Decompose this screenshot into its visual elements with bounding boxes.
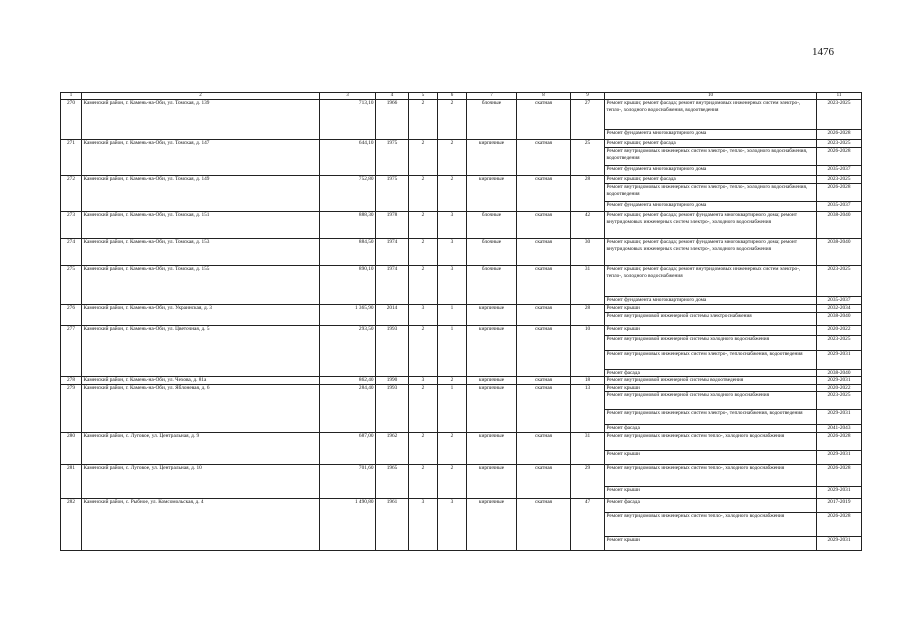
area-cell: 713,10: [320, 100, 376, 140]
address-cell: Каменский район, г. Камень-на-Оби, ул. Украинская, д. 3: [82, 304, 320, 325]
roof-type-cell: скатная: [517, 464, 571, 498]
work-period-cell: 2023-2025: [817, 100, 862, 130]
entrances-cell: 3: [438, 498, 467, 550]
work-description-cell: Ремонт крыши: [605, 304, 817, 312]
wall-material-cell: кирпичные: [467, 176, 517, 212]
units-cell: 42: [571, 212, 605, 239]
work-period-cell: 2026-2028: [817, 130, 862, 140]
wall-material-cell: кирпичные: [467, 384, 517, 432]
column-header-4: 4: [376, 93, 409, 100]
table-row: [61, 140, 862, 148]
wall-material-cell: кирпичные: [467, 325, 517, 377]
work-description-cell: Ремонт крыши; ремонт фасада: [605, 140, 817, 148]
work-description-cell: Ремонт крыши; ремонт фасада; ремонт фундамента многоквартирного дома; ремонт внутридомовых инженерных систем электро-, холодного водоснабжения: [605, 239, 817, 266]
number-cell: 276: [61, 304, 82, 325]
page-number: 1476: [812, 46, 834, 58]
address-cell: Каменский район, г. Камень-на-Оби, ул. Томская, д. 151: [82, 212, 320, 239]
units-cell: 18: [571, 377, 605, 385]
work-period-cell: 2032-2034: [817, 304, 862, 312]
year-cell: 1975: [376, 176, 409, 212]
work-description-cell: Ремонт крыши; ремонт фасада; ремонт внутридомовых инженерных систем электро-, тепло-, холодного водоснабжения: [605, 266, 817, 297]
units-cell: 31: [571, 432, 605, 464]
units-cell: 31: [571, 266, 605, 305]
entrances-cell: 2: [438, 432, 467, 464]
area-cell: 884,50: [320, 239, 376, 266]
entrances-cell: 2: [438, 377, 467, 385]
work-period-cell: 2023-2025: [817, 335, 862, 350]
roof-type-cell: скатная: [517, 176, 571, 212]
wall-material-cell: блочные: [467, 266, 517, 305]
wall-material-cell: блочные: [467, 239, 517, 266]
area-cell: 888,30: [320, 212, 376, 239]
roof-type-cell: скатная: [517, 304, 571, 325]
work-description-cell: Ремонт фундамента многоквартирного дома: [605, 166, 817, 176]
units-cell: 29: [571, 464, 605, 498]
work-period-cell: 2023-2025: [817, 176, 862, 184]
area-cell: 293,50: [320, 325, 376, 377]
table-row: [61, 304, 862, 312]
roof-type-cell: скатная: [517, 212, 571, 239]
work-description-cell: Ремонт внутридомовых инженерных систем тепло-, холодного водоснабжения: [605, 432, 817, 450]
address-cell: Каменский район, г. Камень-на-Оби, ул. Томская, д. 139: [82, 100, 320, 140]
roof-type-cell: скатная: [517, 377, 571, 385]
address-cell: Каменский район, г. Камень-на-Оби, ул. Чехова, д. 81а: [82, 377, 320, 385]
work-period-cell: 2026-2028: [817, 184, 862, 202]
number-cell: 282: [61, 498, 82, 550]
floors-cell: 2: [409, 464, 438, 498]
number-cell: 279: [61, 384, 82, 432]
table-row: [61, 212, 862, 239]
work-description-cell: Ремонт внутридомовой инженерной системы холодного водоснабжения: [605, 392, 817, 410]
floors-cell: 2: [409, 239, 438, 266]
work-period-cell: 2035-2037: [817, 202, 862, 212]
year-cell: 1974: [376, 239, 409, 266]
table-row: [61, 384, 862, 392]
roof-type-cell: скатная: [517, 498, 571, 550]
work-period-cell: 2029-2031: [817, 350, 862, 369]
floors-cell: 2: [409, 100, 438, 140]
wall-material-cell: блочные: [467, 212, 517, 239]
address-cell: Каменский район, с. Луговое, ул. Центральная, д. 10: [82, 464, 320, 498]
year-cell: 1990: [376, 377, 409, 385]
wall-material-cell: кирпичные: [467, 464, 517, 498]
year-cell: 1978: [376, 212, 409, 239]
column-header-11: 11: [817, 93, 862, 100]
address-cell: Каменский район, г. Камень-на-Оби, ул. Томская, д. 147: [82, 140, 320, 176]
work-description-cell: Ремонт внутридомовых инженерных систем электро-, тепло-, холодного водоснабжения, водоотведения: [605, 148, 817, 166]
register-table: [60, 92, 862, 551]
units-cell: 25: [571, 140, 605, 176]
roof-type-cell: скатная: [517, 432, 571, 464]
work-description-cell: Ремонт фундамента многоквартирного дома: [605, 202, 817, 212]
entrances-cell: 2: [438, 464, 467, 498]
wall-material-cell: кирпичные: [467, 432, 517, 464]
work-description-cell: Ремонт крыши; ремонт фасада; ремонт внутридомовых инженерных систем электро-, тепло-, холодного водоснабжения, водоотведения: [605, 100, 817, 130]
column-header-5: 5: [409, 93, 438, 100]
table-row: [61, 239, 862, 266]
number-cell: 273: [61, 212, 82, 239]
units-cell: 30: [571, 239, 605, 266]
floors-cell: 2: [409, 212, 438, 239]
number-cell: 280: [61, 432, 82, 464]
work-period-cell: 2029-2031: [817, 486, 862, 498]
work-period-cell: 2035-2037: [817, 166, 862, 176]
address-cell: Каменский район, г. Камень-на-Оби, ул. Томская, д. 153: [82, 239, 320, 266]
address-cell: Каменский район, г. Камень-на-Оби, ул. Яблоневая, д. 6: [82, 384, 320, 432]
wall-material-cell: кирпичные: [467, 377, 517, 385]
work-description-cell: Ремонт крыши; ремонт фасада; ремонт фундамента многоквартирного дома; ремонт внутридомовых инженерных систем электро-, холодного водоснабжения: [605, 212, 817, 239]
area-cell: 701,60: [320, 464, 376, 498]
work-period-cell: 2026-2028: [817, 432, 862, 450]
units-cell: 47: [571, 498, 605, 550]
work-period-cell: 2023-2025: [817, 140, 862, 148]
work-description-cell: Ремонт фасада: [605, 498, 817, 512]
units-cell: 10: [571, 325, 605, 377]
year-cell: 1962: [376, 432, 409, 464]
work-description-cell: Ремонт крыши: [605, 486, 817, 498]
roof-type-cell: скатная: [517, 239, 571, 266]
floors-cell: 2: [409, 325, 438, 377]
year-cell: 1993: [376, 384, 409, 432]
work-period-cell: 2038-2040: [817, 369, 862, 377]
column-header-3: 3: [320, 93, 376, 100]
work-period-cell: 2029-2031: [817, 450, 862, 464]
wall-material-cell: кирпичные: [467, 498, 517, 550]
address-cell: Каменский район, г. Камень-на-Оби, ул. Цветочная, д. 5: [82, 325, 320, 377]
number-cell: 278: [61, 377, 82, 385]
entrances-cell: 3: [438, 212, 467, 239]
floors-cell: 3: [409, 498, 438, 550]
work-period-cell: 2029-2031: [817, 410, 862, 425]
work-period-cell: 2029-2031: [817, 377, 862, 385]
number-cell: 277: [61, 325, 82, 377]
work-description-cell: Ремонт внутридомовых инженерных систем электро-, теплоснабжения, водоотведения: [605, 410, 817, 425]
year-cell: 1974: [376, 266, 409, 305]
work-period-cell: 2017-2019: [817, 498, 862, 512]
area-cell: 644,10: [320, 140, 376, 176]
units-cell: 13: [571, 384, 605, 432]
roof-type-cell: скатная: [517, 100, 571, 140]
entrances-cell: 1: [438, 304, 467, 325]
work-description-cell: Ремонт крыши: [605, 325, 817, 335]
area-cell: 752,80: [320, 176, 376, 212]
work-description-cell: Ремонт внутридомовых инженерных систем тепло-, холодного водоснабжения: [605, 464, 817, 486]
header-row: [61, 93, 862, 100]
entrances-cell: 3: [438, 239, 467, 266]
entrances-cell: 1: [438, 325, 467, 377]
column-header-8: 8: [517, 93, 571, 100]
units-cell: 28: [571, 176, 605, 212]
work-description-cell: Ремонт крыши; ремонт фасада: [605, 176, 817, 184]
entrances-cell: 1: [438, 384, 467, 432]
work-period-cell: 2023-2025: [817, 266, 862, 297]
work-description-cell: Ремонт внутридомовой инженерной системы водоотведения: [605, 377, 817, 385]
roof-type-cell: скатная: [517, 384, 571, 432]
units-cell: 27: [571, 100, 605, 140]
year-cell: 1975: [376, 140, 409, 176]
work-description-cell: Ремонт фасада: [605, 425, 817, 433]
work-description-cell: Ремонт внутридомовой инженерной системы электроснабжения: [605, 312, 817, 325]
wall-material-cell: кирпичные: [467, 304, 517, 325]
work-description-cell: Ремонт крыши: [605, 536, 817, 550]
work-description-cell: Ремонт внутридомовой инженерной системы холодного водоснабжения: [605, 335, 817, 350]
number-cell: 272: [61, 176, 82, 212]
work-period-cell: 2020-2022: [817, 384, 862, 392]
work-period-cell: 2026-2028: [817, 148, 862, 166]
number-cell: 274: [61, 239, 82, 266]
work-period-cell: 2038-2040: [817, 239, 862, 266]
floors-cell: 2: [409, 432, 438, 464]
floors-cell: 2: [409, 176, 438, 212]
column-header-10: 10: [605, 93, 817, 100]
work-description-cell: Ремонт внутридомовых инженерных систем электро-, теплоснабжения, водоотведения: [605, 350, 817, 369]
table-row: [61, 464, 862, 486]
wall-material-cell: блочные: [467, 100, 517, 140]
number-cell: 281: [61, 464, 82, 498]
floors-cell: 3: [409, 377, 438, 385]
roof-type-cell: скатная: [517, 266, 571, 305]
work-period-cell: 2029-2031: [817, 536, 862, 550]
address-cell: Каменский район, с. Луговое, ул. Центральная, д. 9: [82, 432, 320, 464]
work-period-cell: 2038-2040: [817, 212, 862, 239]
column-header-7: 7: [467, 93, 517, 100]
work-description-cell: Ремонт фундамента многоквартирного дома: [605, 297, 817, 305]
floors-cell: 2: [409, 266, 438, 305]
area-cell: 687,00: [320, 432, 376, 464]
area-cell: 1 365,90: [320, 304, 376, 325]
year-cell: 1965: [376, 464, 409, 498]
year-cell: 2014: [376, 304, 409, 325]
roof-type-cell: скатная: [517, 325, 571, 377]
work-description-cell: Ремонт фундамента многоквартирного дома: [605, 130, 817, 140]
floors-cell: 2: [409, 140, 438, 176]
entrances-cell: 2: [438, 176, 467, 212]
table-row: [61, 100, 862, 130]
address-cell: Каменский район, г. Камень-на-Оби, ул. Томская, д. 149: [82, 176, 320, 212]
floors-cell: 3: [409, 304, 438, 325]
work-period-cell: 2035-2037: [817, 297, 862, 305]
work-description-cell: Ремонт крыши: [605, 450, 817, 464]
area-cell: 862,40: [320, 377, 376, 385]
entrances-cell: 2: [438, 100, 467, 140]
floors-cell: 2: [409, 384, 438, 432]
work-period-cell: 2038-2040: [817, 312, 862, 325]
number-cell: 270: [61, 100, 82, 140]
work-description-cell: Ремонт внутридомовых инженерных систем электро-, тепло-, холодного водоснабжения, водоотведения: [605, 184, 817, 202]
table-row: [61, 266, 862, 297]
address-cell: Каменский район, г. Камень-на-Оби, ул. Томская, д. 155: [82, 266, 320, 305]
number-cell: 271: [61, 140, 82, 176]
area-cell: 1 490,80: [320, 498, 376, 550]
address-cell: Каменский район, с. Рыбное, ул. Комсомольская, д. 4: [82, 498, 320, 550]
column-header-6: 6: [438, 93, 467, 100]
units-cell: 28: [571, 304, 605, 325]
work-description-cell: Ремонт внутридомовых инженерных систем тепло-, холодного водоснабжения: [605, 512, 817, 536]
table-row: [61, 176, 862, 184]
table-row: [61, 432, 862, 450]
work-period-cell: 2023-2025: [817, 392, 862, 410]
column-header-9: 9: [571, 93, 605, 100]
year-cell: 1966: [376, 100, 409, 140]
work-period-cell: 2041-2043: [817, 425, 862, 433]
area-cell: 890,10: [320, 266, 376, 305]
column-header-2: 2: [82, 93, 320, 100]
work-description-cell: Ремонт крыши: [605, 384, 817, 392]
column-header-1: 1: [61, 93, 82, 100]
table-row: [61, 325, 862, 335]
year-cell: 1993: [376, 325, 409, 377]
work-period-cell: 2026-2028: [817, 512, 862, 536]
number-cell: 275: [61, 266, 82, 305]
year-cell: 1961: [376, 498, 409, 550]
table-row: [61, 377, 862, 385]
table-row: [61, 498, 862, 512]
work-period-cell: 2020-2022: [817, 325, 862, 335]
work-description-cell: Ремонт фасада: [605, 369, 817, 377]
entrances-cell: 3: [438, 266, 467, 305]
area-cell: 284,40: [320, 384, 376, 432]
entrances-cell: 2: [438, 140, 467, 176]
work-period-cell: 2026-2028: [817, 464, 862, 486]
roof-type-cell: скатная: [517, 140, 571, 176]
wall-material-cell: кирпичные: [467, 140, 517, 176]
